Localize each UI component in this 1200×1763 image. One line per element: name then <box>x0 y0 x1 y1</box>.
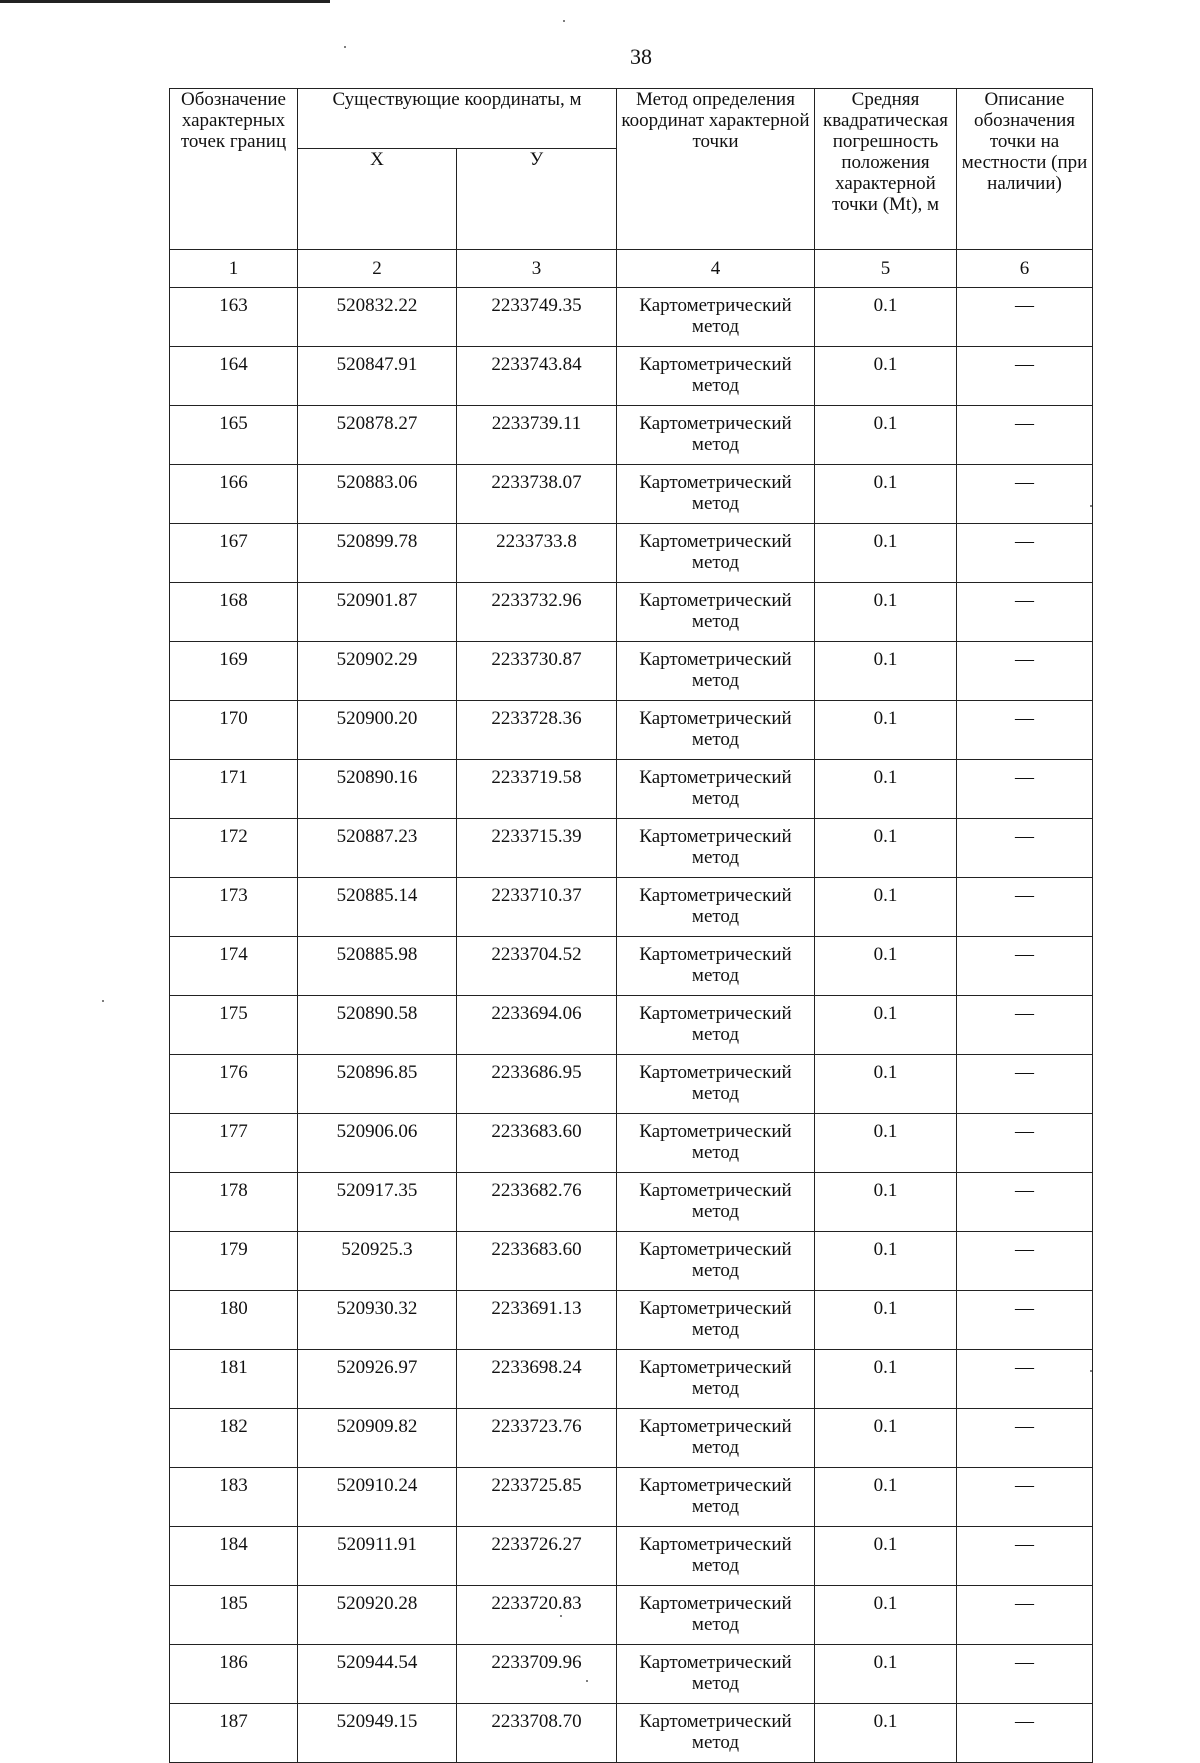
method-cell: Картометрический метод <box>617 288 815 347</box>
method-cell: Картометрический метод <box>617 937 815 996</box>
table-row <box>170 524 1093 583</box>
table-row <box>170 760 1093 819</box>
point-number: 187 <box>170 1704 298 1763</box>
point-number: 179 <box>170 1232 298 1291</box>
method-cell: Картометрический метод <box>617 1704 815 1763</box>
table-row <box>170 347 1093 406</box>
header-point-designation: Обозначение характерных точек границ <box>170 89 298 250</box>
method-cell: Картометрический метод <box>617 1055 815 1114</box>
method-cell: Картометрический метод <box>617 878 815 937</box>
method-cell: Картометрический метод <box>617 465 815 524</box>
table-row <box>170 465 1093 524</box>
mean-error-cell: 0.1 <box>815 406 957 465</box>
table-row <box>170 1468 1093 1527</box>
method-cell: Картометрический метод <box>617 642 815 701</box>
description-cell: — <box>957 642 1093 701</box>
description-cell: — <box>957 760 1093 819</box>
description-cell: — <box>957 406 1093 465</box>
x-coordinate: 520925.3 <box>298 1232 457 1291</box>
description-cell: — <box>957 347 1093 406</box>
x-coordinate: 520885.98 <box>298 937 457 996</box>
table-row <box>170 1704 1093 1763</box>
point-number: 166 <box>170 465 298 524</box>
mean-error-cell: 0.1 <box>815 1055 957 1114</box>
y-coordinate: 2233728.36 <box>457 701 617 760</box>
point-number: 186 <box>170 1645 298 1704</box>
mean-error-cell: 0.1 <box>815 1409 957 1468</box>
y-coordinate: 2233730.87 <box>457 642 617 701</box>
mean-error-cell: 0.1 <box>815 465 957 524</box>
header-description: Описание обозначения точки на местности (при наличии) <box>957 89 1093 250</box>
point-number: 172 <box>170 819 298 878</box>
y-coordinate: 2233709.96 <box>457 1645 617 1704</box>
description-cell: — <box>957 1291 1093 1350</box>
table-row <box>170 1291 1093 1350</box>
mean-error-cell: 0.1 <box>815 701 957 760</box>
description-cell: — <box>957 1055 1093 1114</box>
table-row <box>170 642 1093 701</box>
y-coordinate: 2233738.07 <box>457 465 617 524</box>
x-coordinate: 520910.24 <box>298 1468 457 1527</box>
scan-speck <box>586 1680 588 1682</box>
description-cell: — <box>957 583 1093 642</box>
mean-error-cell: 0.1 <box>815 1704 957 1763</box>
method-cell: Картометрический метод <box>617 996 815 1055</box>
mean-error-cell: 0.1 <box>815 1468 957 1527</box>
x-coordinate: 520909.82 <box>298 1409 457 1468</box>
table-row <box>170 1173 1093 1232</box>
method-cell: Картометрический метод <box>617 1291 815 1350</box>
y-coordinate: 2233710.37 <box>457 878 617 937</box>
mean-error-cell: 0.1 <box>815 1232 957 1291</box>
description-cell: — <box>957 1114 1093 1173</box>
description-cell: — <box>957 465 1093 524</box>
x-coordinate: 520920.28 <box>298 1586 457 1645</box>
point-number: 178 <box>170 1173 298 1232</box>
description-cell: — <box>957 1527 1093 1586</box>
y-coordinate: 2233683.60 <box>457 1114 617 1173</box>
table-header <box>170 89 1093 288</box>
method-cell: Картометрический метод <box>617 1173 815 1232</box>
table-row <box>170 1350 1093 1409</box>
header-method: Метод определения координат характерной точки <box>617 89 815 250</box>
method-cell: Картометрический метод <box>617 583 815 642</box>
mean-error-cell: 0.1 <box>815 1114 957 1173</box>
column-number: 2 <box>298 250 457 288</box>
y-coordinate: 2233733.8 <box>457 524 617 583</box>
description-cell: — <box>957 1173 1093 1232</box>
column-number: 6 <box>957 250 1093 288</box>
y-coordinate: 2233698.24 <box>457 1350 617 1409</box>
description-cell: — <box>957 819 1093 878</box>
table-row <box>170 583 1093 642</box>
description-cell: — <box>957 1232 1093 1291</box>
description-cell: — <box>957 937 1093 996</box>
column-number: 1 <box>170 250 298 288</box>
point-number: 174 <box>170 937 298 996</box>
y-coordinate: 2233686.95 <box>457 1055 617 1114</box>
description-cell: — <box>957 1409 1093 1468</box>
table-row <box>170 1232 1093 1291</box>
table-row <box>170 1527 1093 1586</box>
point-number: 165 <box>170 406 298 465</box>
table-row <box>170 996 1093 1055</box>
y-coordinate: 2233739.11 <box>457 406 617 465</box>
y-coordinate: 2233691.13 <box>457 1291 617 1350</box>
y-coordinate: 2233743.84 <box>457 347 617 406</box>
x-coordinate: 520890.58 <box>298 996 457 1055</box>
x-coordinate: 520906.06 <box>298 1114 457 1173</box>
mean-error-cell: 0.1 <box>815 760 957 819</box>
point-number: 175 <box>170 996 298 1055</box>
method-cell: Картометрический метод <box>617 819 815 878</box>
page-number: 38 <box>630 44 652 69</box>
table-row <box>170 1114 1093 1173</box>
point-number: 183 <box>170 1468 298 1527</box>
x-coordinate: 520887.23 <box>298 819 457 878</box>
description-cell: — <box>957 1645 1093 1704</box>
mean-error-cell: 0.1 <box>815 1350 957 1409</box>
x-coordinate: 520930.32 <box>298 1291 457 1350</box>
y-coordinate: 2233720.83 <box>457 1586 617 1645</box>
column-number: 3 <box>457 250 617 288</box>
column-number: 5 <box>815 250 957 288</box>
x-coordinate: 520896.85 <box>298 1055 457 1114</box>
point-number: 169 <box>170 642 298 701</box>
method-cell: Картометрический метод <box>617 1232 815 1291</box>
x-coordinate: 520883.06 <box>298 465 457 524</box>
x-coordinate: 520885.14 <box>298 878 457 937</box>
y-coordinate: 2233708.70 <box>457 1704 617 1763</box>
point-number: 173 <box>170 878 298 937</box>
description-cell: — <box>957 288 1093 347</box>
point-number: 164 <box>170 347 298 406</box>
mean-error-cell: 0.1 <box>815 878 957 937</box>
y-coordinate: 2233723.76 <box>457 1409 617 1468</box>
scan-speck <box>344 46 346 48</box>
scan-speck <box>1090 505 1092 507</box>
table-body <box>170 288 1093 1763</box>
y-coordinate: 2233749.35 <box>457 288 617 347</box>
x-coordinate: 520949.15 <box>298 1704 457 1763</box>
mean-error-cell: 0.1 <box>815 819 957 878</box>
mean-error-cell: 0.1 <box>815 1645 957 1704</box>
description-cell: — <box>957 1350 1093 1409</box>
table-row <box>170 701 1093 760</box>
x-coordinate: 520944.54 <box>298 1645 457 1704</box>
x-coordinate: 520902.29 <box>298 642 457 701</box>
point-number: 171 <box>170 760 298 819</box>
table-row <box>170 878 1093 937</box>
coordinates-table <box>169 88 1093 1763</box>
mean-error-cell: 0.1 <box>815 1291 957 1350</box>
header-x: Х <box>298 149 457 250</box>
table-row <box>170 937 1093 996</box>
point-number: 182 <box>170 1409 298 1468</box>
description-cell: — <box>957 878 1093 937</box>
x-coordinate: 520832.22 <box>298 288 457 347</box>
point-number: 185 <box>170 1586 298 1645</box>
description-cell: — <box>957 701 1093 760</box>
y-coordinate: 2233682.76 <box>457 1173 617 1232</box>
y-coordinate: 2233704.52 <box>457 937 617 996</box>
mean-error-cell: 0.1 <box>815 524 957 583</box>
point-number: 184 <box>170 1527 298 1586</box>
x-coordinate: 520899.78 <box>298 524 457 583</box>
scan-speck <box>102 1000 104 1002</box>
method-cell: Картометрический метод <box>617 406 815 465</box>
x-coordinate: 520911.91 <box>298 1527 457 1586</box>
description-cell: — <box>957 996 1093 1055</box>
mean-error-cell: 0.1 <box>815 642 957 701</box>
x-coordinate: 520847.91 <box>298 347 457 406</box>
table-row <box>170 1055 1093 1114</box>
description-cell: — <box>957 1704 1093 1763</box>
point-number: 177 <box>170 1114 298 1173</box>
description-cell: — <box>957 1468 1093 1527</box>
y-coordinate: 2233726.27 <box>457 1527 617 1586</box>
mean-error-cell: 0.1 <box>815 1527 957 1586</box>
method-cell: Картометрический метод <box>617 1645 815 1704</box>
method-cell: Картометрический метод <box>617 1468 815 1527</box>
header-y: У <box>457 149 617 250</box>
description-cell: — <box>957 524 1093 583</box>
table-row <box>170 1409 1093 1468</box>
method-cell: Картометрический метод <box>617 1114 815 1173</box>
method-cell: Картометрический метод <box>617 524 815 583</box>
x-coordinate: 520917.35 <box>298 1173 457 1232</box>
column-number: 4 <box>617 250 815 288</box>
y-coordinate: 2233719.58 <box>457 760 617 819</box>
mean-error-cell: 0.1 <box>815 583 957 642</box>
x-coordinate: 520926.97 <box>298 1350 457 1409</box>
y-coordinate: 2233715.39 <box>457 819 617 878</box>
header-existing-coordinates: Существующие координаты, м <box>298 89 617 149</box>
x-coordinate: 520900.20 <box>298 701 457 760</box>
point-number: 170 <box>170 701 298 760</box>
point-number: 181 <box>170 1350 298 1409</box>
x-coordinate: 520878.27 <box>298 406 457 465</box>
y-coordinate: 2233725.85 <box>457 1468 617 1527</box>
method-cell: Картометрический метод <box>617 1586 815 1645</box>
point-number: 168 <box>170 583 298 642</box>
table-row <box>170 1645 1093 1704</box>
y-coordinate: 2233683.60 <box>457 1232 617 1291</box>
y-coordinate: 2233694.06 <box>457 996 617 1055</box>
point-number: 180 <box>170 1291 298 1350</box>
point-number: 176 <box>170 1055 298 1114</box>
scan-speck <box>1090 1370 1092 1372</box>
x-coordinate: 520890.16 <box>298 760 457 819</box>
table-row <box>170 819 1093 878</box>
y-coordinate: 2233732.96 <box>457 583 617 642</box>
mean-error-cell: 0.1 <box>815 1586 957 1645</box>
point-number: 163 <box>170 288 298 347</box>
mean-error-cell: 0.1 <box>815 1173 957 1232</box>
method-cell: Картометрический метод <box>617 1350 815 1409</box>
table-row <box>170 406 1093 465</box>
header-mean-error: Средняя квадратическая погрешность положения характерной точки (Mt), м <box>815 89 957 250</box>
description-cell: — <box>957 1586 1093 1645</box>
method-cell: Картометрический метод <box>617 760 815 819</box>
table-row <box>170 288 1093 347</box>
method-cell: Картометрический метод <box>617 1527 815 1586</box>
x-coordinate: 520901.87 <box>298 583 457 642</box>
mean-error-cell: 0.1 <box>815 996 957 1055</box>
scan-speck <box>563 20 565 22</box>
top-rule <box>0 0 330 3</box>
mean-error-cell: 0.1 <box>815 288 957 347</box>
point-number: 167 <box>170 524 298 583</box>
mean-error-cell: 0.1 <box>815 347 957 406</box>
mean-error-cell: 0.1 <box>815 937 957 996</box>
table-row <box>170 1586 1093 1645</box>
scan-speck <box>560 1615 562 1617</box>
method-cell: Картометрический метод <box>617 1409 815 1468</box>
method-cell: Картометрический метод <box>617 701 815 760</box>
method-cell: Картометрический метод <box>617 347 815 406</box>
